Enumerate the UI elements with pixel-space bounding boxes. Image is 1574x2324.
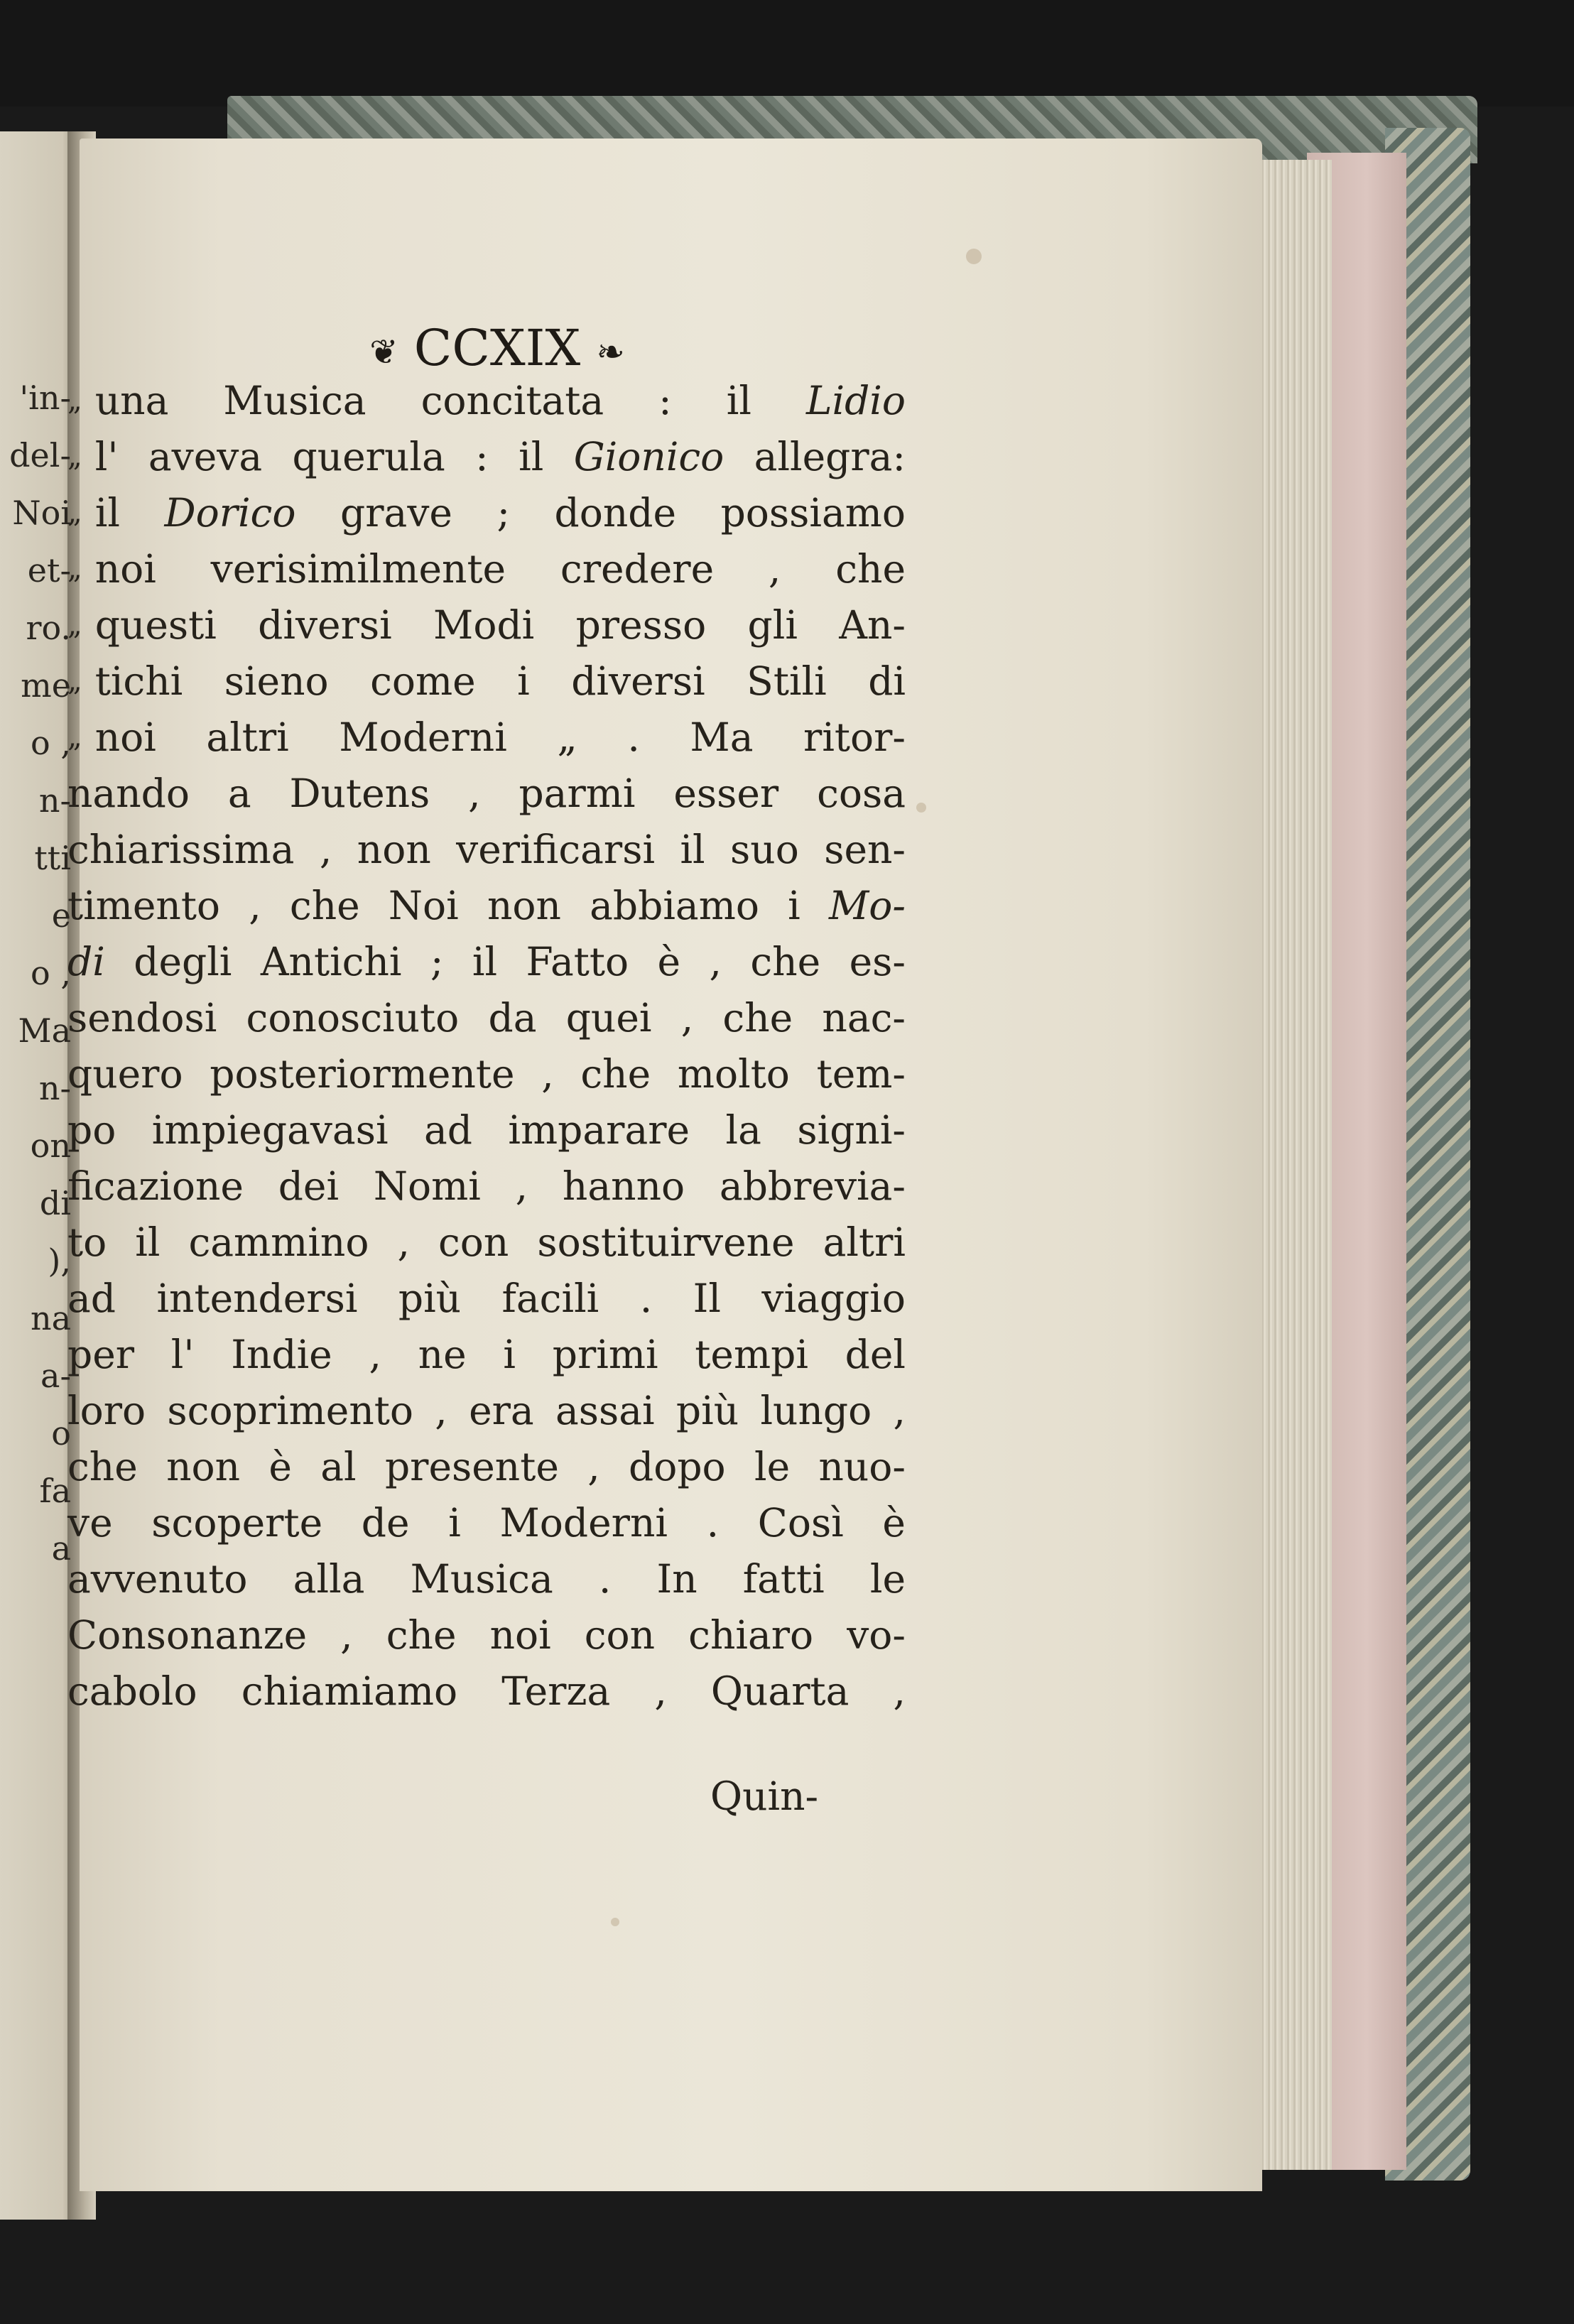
text-line <box>67 710 906 766</box>
text-line <box>67 597 906 653</box>
facing-page-text <box>0 369 71 1578</box>
facing-page-fragment: Noi <box>12 494 71 532</box>
facing-page-fragment: a <box>51 1529 71 1568</box>
text-line <box>67 934 906 990</box>
quotation-mark: „ <box>67 609 82 641</box>
facing-page-fragment: o <box>51 1414 71 1452</box>
text-line <box>67 1663 906 1720</box>
text-line <box>67 1551 906 1607</box>
quotation-mark: „ <box>67 496 82 529</box>
line-text: noi verisimilmente credere , che <box>94 546 906 592</box>
facing-page-fragment: Ma <box>18 1011 71 1050</box>
fleuron-left: ❦ <box>369 332 398 372</box>
text-line <box>67 1271 906 1327</box>
quotation-mark: „ <box>67 440 82 473</box>
facing-page-fragment: me <box>21 666 71 705</box>
foxing-spot <box>611 1918 619 1926</box>
text-line <box>67 1102 906 1158</box>
text-line <box>67 429 906 485</box>
facing-page-fragment: a- <box>40 1357 71 1395</box>
line-text: per l' Indie , ne i primi tempi del <box>67 1332 906 1377</box>
facing-page-fragment: del- <box>9 436 71 474</box>
quotation-mark: „ <box>67 721 82 754</box>
line-text: timento , che Noi non abbiamo i Mo- <box>67 883 906 928</box>
text-line <box>67 485 906 541</box>
fleuron-right: ❧ <box>596 332 625 372</box>
text-line <box>67 822 906 878</box>
line-text: una Musica concitata : il Lidio <box>94 378 906 423</box>
facing-page-fragment: ), <box>48 1242 71 1280</box>
line-text: nando a Dutens , parmi esser cosa <box>67 771 906 816</box>
line-text: noi altri Moderni „ . Ma ritor- <box>94 715 906 760</box>
text-line <box>67 1495 906 1551</box>
text-line <box>67 653 906 710</box>
line-text: che non è al presente , dopo le nuo- <box>67 1444 906 1489</box>
dark-background <box>0 0 1574 107</box>
text-line <box>67 766 906 822</box>
page-number: CCXIX <box>413 319 581 377</box>
text-line <box>67 1046 906 1102</box>
line-text: quero posteriormente , che molto tem- <box>67 1051 906 1097</box>
line-text: il Dorico grave ; donde possiamo <box>94 490 906 536</box>
text-line <box>67 1158 906 1215</box>
text-line <box>67 1383 906 1439</box>
line-text: Consonanze , che noi con chiaro vo- <box>67 1612 906 1658</box>
quotation-mark: „ <box>67 384 82 417</box>
line-text: cabolo chiamiamo Terza , Quarta , <box>67 1668 906 1714</box>
facing-page-fragment: fa <box>39 1472 71 1510</box>
quotation-mark: „ <box>67 665 82 697</box>
line-text: avvenuto alla Musica . In fatti le <box>67 1556 906 1602</box>
facing-page-fragment: 'in- <box>19 379 71 417</box>
line-text: questi diversi Modi presso gli An- <box>94 602 906 648</box>
line-text: ad intendersi più facili . Il viaggio <box>67 1276 906 1321</box>
text-line <box>67 878 906 934</box>
facing-page-fragment: ro. <box>26 609 71 647</box>
facing-page-fragment: di <box>39 1184 71 1222</box>
facing-page-fragment: on <box>30 1126 71 1165</box>
text-line <box>67 1327 906 1383</box>
line-text: chiarissima , non verificarsi il suo sen- <box>67 827 906 872</box>
text-line <box>67 990 906 1046</box>
facing-page-fragment: na <box>30 1299 71 1337</box>
quotation-mark: „ <box>67 553 82 585</box>
line-text: loro scoprimento , era assai più lungo , <box>67 1388 906 1433</box>
text-line <box>67 1439 906 1495</box>
text-line <box>67 1215 906 1271</box>
facing-page-fragment: n- <box>38 1069 71 1107</box>
line-text: ve scoperte de i Moderni . Così è <box>67 1500 906 1546</box>
facing-page-fragment: n- <box>38 781 71 820</box>
text-line <box>67 541 906 597</box>
foxing-spot <box>916 803 926 813</box>
foxing-spot <box>966 249 982 264</box>
text-line <box>67 373 906 429</box>
line-text: to il cammino , con sostituirvene altri <box>67 1220 906 1265</box>
text-line <box>67 1607 906 1663</box>
facing-page-fragment: tti <box>34 839 71 877</box>
line-text: ficazione dei Nomi , hanno abbrevia- <box>67 1163 906 1209</box>
line-text: sendosi conosciuto da quei , che nac- <box>67 995 906 1041</box>
facing-page-fragment: e <box>51 896 71 935</box>
line-text: l' aveva querula : il Gionico allegra: <box>94 434 906 479</box>
facing-page-fragment: o , <box>31 954 71 992</box>
page-body-text <box>67 373 906 1720</box>
facing-page-fragment: o , <box>31 724 71 762</box>
line-text: di degli Antichi ; il Fatto è , che es- <box>67 939 906 984</box>
line-text: tichi sieno come i diversi Stili di <box>94 658 906 704</box>
catchword: Quin- <box>710 1774 819 1819</box>
line-text: po impiegavasi ad imparare la signi- <box>67 1107 906 1153</box>
facing-page-fragment: et- <box>27 551 71 590</box>
